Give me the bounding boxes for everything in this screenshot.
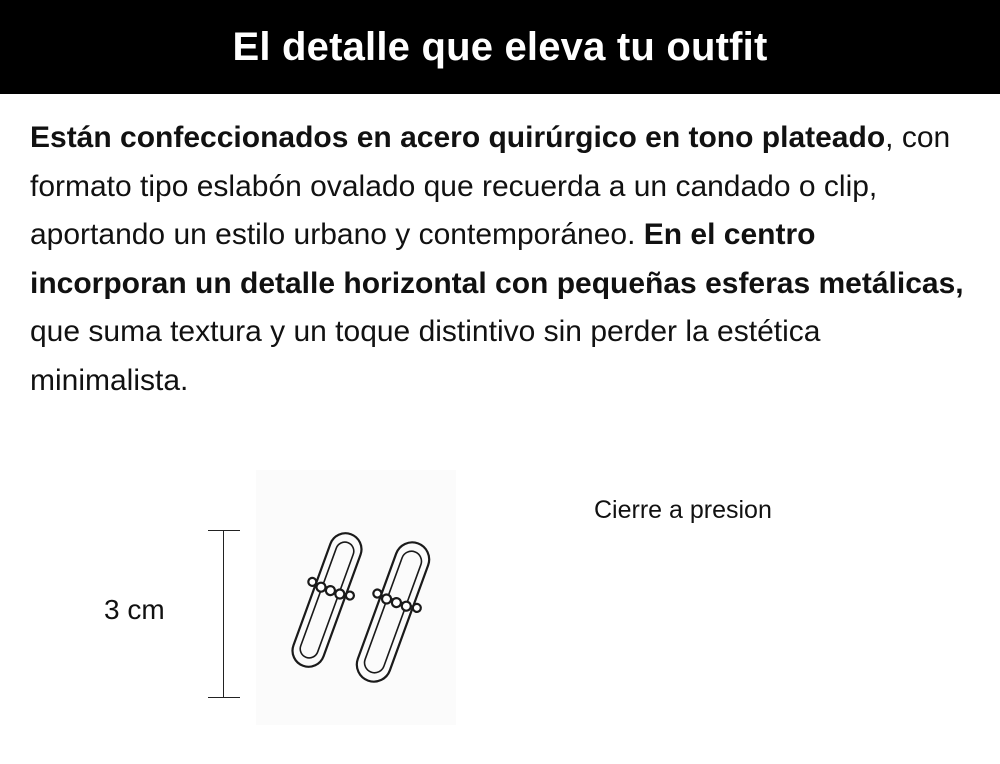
product-description <box>30 114 980 405</box>
description-bold-material: Están confeccionados en acero quirúrgico en tono plateado <box>30 121 886 154</box>
description-bold-detail: En el centro incorporan un detalle horizontal con pequeñas esferas metálicas, <box>30 218 964 300</box>
earrings-icon <box>256 470 456 725</box>
description-text-shape: , con formato tipo eslabón ovalado que recuerda a un candado o clip, aportando un estilo urbano y contemporáneo. <box>30 121 951 251</box>
dimension-label: 3 cm <box>104 594 165 625</box>
dimension-indicator <box>208 530 240 698</box>
closure-type-label: Cierre a presion <box>594 496 772 524</box>
page-title: El detalle que eleva tu outfit <box>232 24 768 69</box>
header-banner <box>0 0 1000 94</box>
earrings-illustration <box>256 470 456 725</box>
dimension-stem <box>223 530 224 698</box>
dimension-cap-top <box>208 530 240 531</box>
dimension-cap-bottom <box>208 697 240 698</box>
description-text-finish: que suma textura y un toque distintivo sin perder la estética minimalista. <box>30 315 821 397</box>
